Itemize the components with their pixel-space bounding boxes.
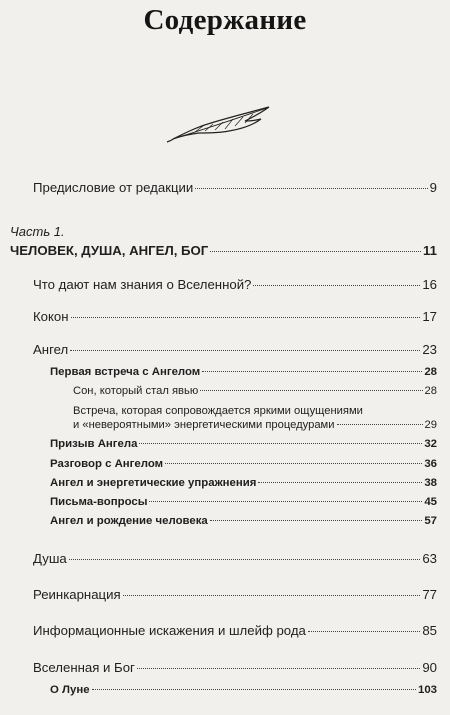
toc-entry-label: Кокон	[33, 309, 69, 324]
toc-entry-page: 11	[423, 243, 437, 258]
toc-entry-page: 77	[422, 587, 437, 602]
toc-entry-first-meeting[interactable]	[50, 366, 437, 378]
toc-entry-angel-birth[interactable]	[50, 515, 437, 527]
toc-entry-angel[interactable]	[33, 342, 437, 357]
leader-dots	[202, 370, 422, 372]
page-title: Содержание	[143, 4, 307, 36]
toc-entry-label: О Луне	[50, 684, 90, 696]
toc-entry-universe-god[interactable]	[33, 660, 437, 675]
toc-entry-cocoon[interactable]	[33, 309, 437, 324]
toc-entry-label: Душа	[33, 551, 67, 566]
leader-dots	[210, 519, 423, 521]
toc-entry-preface[interactable]	[33, 180, 437, 195]
toc-entry-reincarnation[interactable]	[33, 587, 437, 602]
toc-entry-page: 63	[422, 551, 437, 566]
toc-entry-label: ЧЕЛОВЕК, ДУША, АНГЕЛ, БОГ	[10, 243, 209, 258]
leader-dots	[123, 594, 421, 596]
leader-dots	[200, 389, 422, 391]
toc-entry-label: Информационные искажения и шлейф рода	[33, 623, 306, 638]
leader-dots	[210, 250, 421, 252]
toc-entry-label: Ангел и энергетические упражнения	[50, 477, 257, 489]
toc-entry-label: Сон, который стал явью	[73, 385, 199, 397]
toc-entry-letters[interactable]	[50, 496, 437, 508]
toc-entry-page: 38	[424, 477, 437, 489]
toc-entry-page: 16	[422, 277, 437, 292]
toc-entry-label: Первая встреча с Ангелом	[50, 366, 201, 378]
toc-entry-page: 90	[422, 660, 437, 675]
toc-entry-page: 36	[424, 458, 437, 470]
toc-entry-moon[interactable]	[50, 684, 437, 696]
toc-entry-label: Ангел	[33, 342, 69, 357]
toc-entry-meeting-sensations[interactable]	[73, 419, 437, 431]
leader-dots	[149, 500, 422, 502]
leader-dots	[71, 316, 421, 318]
leader-dots	[337, 423, 423, 425]
toc-entry-label: Что дают нам знания о Вселенной?	[33, 277, 252, 292]
leader-dots	[70, 349, 420, 351]
feather-icon	[165, 103, 273, 143]
toc-entry-talk-angel[interactable]	[50, 458, 437, 470]
toc-entry-universe-knowledge[interactable]	[33, 277, 437, 292]
toc-entry-label: Разговор с Ангелом	[50, 458, 164, 470]
toc-entry-page: 32	[424, 438, 437, 450]
leader-dots	[69, 558, 421, 560]
toc-entry-page: 45	[424, 496, 437, 508]
leader-dots	[139, 442, 422, 444]
toc-entry-call-angel[interactable]	[50, 438, 437, 450]
leader-dots	[258, 481, 422, 483]
toc-entry-page: 9	[429, 180, 437, 195]
toc-entry-page: 17	[422, 309, 437, 324]
toc-entry-meeting-sensations-line1: Встреча, которая сопровождается яркими ощущениями	[73, 405, 363, 417]
leader-dots	[308, 630, 420, 632]
toc-entry-page: 103	[417, 684, 437, 696]
leader-dots	[165, 462, 422, 464]
toc-entry-page: 23	[422, 342, 437, 357]
toc-entry-soul[interactable]	[33, 551, 437, 566]
toc-entry-label: Ангел и рождение человека	[50, 515, 208, 527]
toc-entry-label: Предисловие от редакции	[33, 180, 194, 195]
part-number: Часть 1.	[10, 224, 65, 239]
toc-entry-label: и «невероятными» энергетическими процедурами	[73, 419, 335, 431]
toc-entry-page: 28	[424, 385, 437, 397]
toc-entry-page: 85	[422, 623, 437, 638]
toc-entry-page: 28	[424, 366, 437, 378]
leader-dots	[195, 187, 427, 189]
toc-entry-angel-exercises[interactable]	[50, 477, 437, 489]
leader-dots	[137, 667, 420, 669]
toc-entry-label: Вселенная и Бог	[33, 660, 135, 675]
leader-dots	[92, 688, 416, 690]
toc-entry-label: Реинкарнация	[33, 587, 121, 602]
toc-entry-label: Письма-вопросы	[50, 496, 148, 508]
leader-dots	[253, 284, 420, 286]
toc-entry-part1[interactable]	[10, 243, 437, 258]
toc-entry-info-distortions[interactable]	[33, 623, 437, 638]
toc-entry-label: Призыв Ангела	[50, 438, 138, 450]
toc-entry-page: 57	[424, 515, 437, 527]
toc-entry-dream-reality[interactable]	[73, 385, 437, 397]
toc-entry-page: 29	[424, 419, 437, 431]
